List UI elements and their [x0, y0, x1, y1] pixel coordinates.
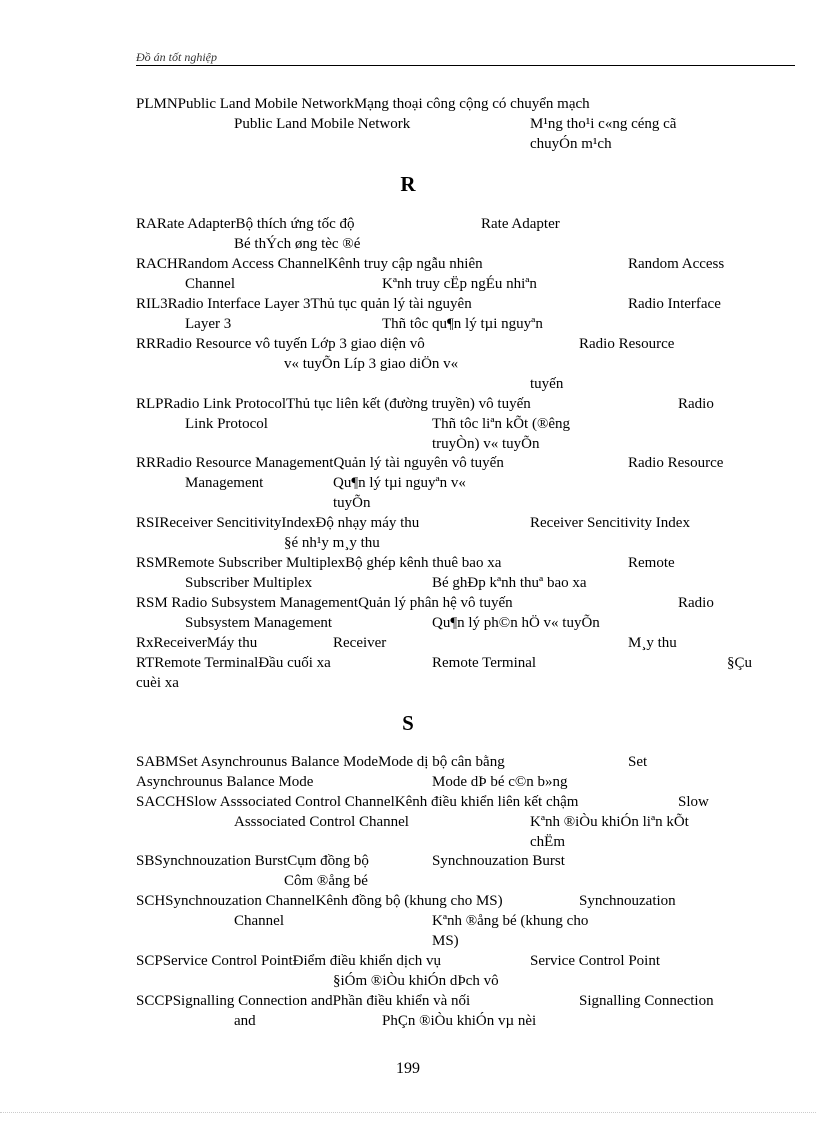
page-edge-divider [0, 1112, 816, 1113]
glossary-translation: M¸y thu [628, 635, 677, 651]
glossary-entry: SACCHSlow Asssociated Control ChannelKênh điều khiển liên kết chậm [136, 794, 579, 810]
glossary-term: Signalling Connection [579, 993, 714, 1009]
glossary-term: Radio Interface [628, 296, 721, 312]
glossary-translation: Qu¶n lý ph©n hÖ v« tuyÕn [432, 615, 600, 631]
glossary-translation: PhÇn ®iÒu khiÓn vµ nèi [382, 1013, 537, 1029]
glossary-translation: MS) [432, 933, 459, 949]
glossary-translation: Côm ®ång bé [284, 873, 368, 889]
glossary-term: Radio Resource [628, 455, 724, 471]
glossary-entry: RIL3Radio Interface Layer 3Thủ tục quản lý tài nguyên [136, 296, 472, 312]
glossary-translation: Bé ghÐp kªnh thuª bao xa [432, 575, 587, 591]
glossary-entry: RTRemote TerminalĐầu cuối xa [136, 655, 331, 671]
header-title: Đồ án tốt nghiệp [136, 50, 217, 64]
glossary-translation: §iÓm ®iÒu khiÓn dÞch vô [333, 973, 499, 989]
glossary-term: Radio Resource [579, 336, 675, 352]
glossary-term: Receiver Sencitivity Index [530, 515, 690, 531]
glossary-entry: SCHSynchnouzation ChannelKênh đồng bộ (khung cho MS) [136, 893, 503, 909]
glossary-translation: Kªnh ®iÒu khiÓn liªn kÕt [530, 814, 689, 830]
glossary-term: Service Control Point [530, 953, 660, 969]
glossary-entry: PLMNPublic Land Mobile NetworkMạng thoại công cộng có chuyển mạch [136, 96, 590, 112]
glossary-term: Rate Adapter [481, 216, 560, 232]
glossary-term: Radio [678, 396, 714, 412]
glossary-entry: SABMSet Asynchrounus Balance ModeMode dị bộ cân bằng [136, 754, 505, 770]
glossary-translation: Kªnh ®ång bé (khung cho [432, 913, 589, 929]
glossary-translation: cuèi xa [136, 675, 179, 691]
glossary-translation: chuyÓn m¹ch [530, 136, 612, 152]
glossary-term: Receiver [333, 635, 387, 651]
glossary-term: Random Access [628, 256, 725, 272]
glossary-term: Asssociated Control Channel [234, 814, 409, 830]
glossary-entry: RSM Radio Subsystem ManagementQuản lý phân hệ vô tuyến [136, 595, 513, 611]
glossary-term: Asynchrounus Balance Mode [136, 774, 314, 790]
glossary-term: Channel [185, 276, 235, 292]
glossary-translation: Bé thÝch øng tèc ®é [234, 236, 361, 252]
glossary-entry: RLPRadio Link ProtocolThủ tục liên kết (đường truyền) vô tuyến [136, 396, 531, 412]
glossary-entry: RRRadio Resource ManagementQuản lý tài nguyên vô tuyến [136, 455, 504, 471]
glossary-term: Channel [234, 913, 284, 929]
glossary-translation: tuyến [530, 376, 564, 392]
glossary-term: Link Protocol [185, 416, 268, 432]
glossary-translation: truyÒn) v« tuyÕn [432, 436, 540, 452]
glossary-translation: chËm [530, 834, 565, 850]
glossary-entry: RSMRemote Subscriber MultiplexBộ ghép kênh thuê bao xa [136, 555, 502, 571]
page-number: 199 [396, 1060, 420, 1077]
glossary-term: Management [185, 475, 264, 491]
glossary-term: Synchnouzation Burst [432, 853, 565, 869]
glossary-term: Public Land Mobile Network [234, 116, 411, 132]
glossary-term: Remote Terminal [432, 655, 537, 671]
glossary-translation: Kªnh truy cËp ngÉu nhiªn [382, 276, 537, 292]
glossary-entry: SBSynchnouzation BurstCụm đồng bộ [136, 853, 369, 869]
glossary-entry: RARate AdapterBộ thích ứng tốc độ [136, 216, 355, 232]
glossary-entry: RACHRandom Access ChannelKênh truy cập ngẫu nhiên [136, 256, 483, 272]
glossary-translation: Mode dÞ bé c©n b»ng [432, 774, 568, 790]
glossary-translation: Thñ tôc liªn kÕt (®êng [432, 416, 571, 432]
glossary-translation: Qu¶n lý tµi nguyªn v« [333, 475, 466, 491]
glossary-term: Radio [678, 595, 714, 611]
glossary-entry: SCPService Control PointĐiểm điều khiển dịch vụ [136, 953, 441, 969]
glossary-term: Subscriber Multiplex [185, 575, 313, 591]
glossary-term: Slow [678, 794, 709, 810]
glossary-translation: Thñ tôc qu¶n lý tµi nguyªn [382, 316, 543, 332]
section-heading-s: S [402, 711, 414, 735]
glossary-translation: §é nh¹y m¸y thu [284, 535, 380, 551]
glossary-translation: M¹ng tho¹i c«ng céng cã [530, 116, 677, 132]
glossary-term: and [234, 1013, 256, 1029]
glossary-term: Synchnouzation [579, 893, 676, 909]
glossary-entry: RSIReceiver SencitivityIndexĐộ nhạy máy thu [136, 515, 420, 531]
glossary-term: Subsystem Management [185, 615, 333, 631]
glossary-term: Set [628, 754, 648, 770]
glossary-entry: SCCPSignalling Connection andPhần điều khiển và nối [136, 993, 471, 1009]
glossary-entry: RxReceiverMáy thu [136, 635, 258, 651]
glossary-translation: §Çu [727, 655, 753, 671]
section-heading-r: R [400, 172, 416, 196]
glossary-term: Layer 3 [185, 316, 232, 332]
glossary-translation: v« tuyÕn Líp 3 giao diÖn v« [284, 356, 459, 372]
glossary-translation: tuyÕn [333, 495, 371, 511]
glossary-term: Remote [628, 555, 675, 571]
glossary-entry: RRRadio Resource vô tuyến Lớp 3 giao diện vô [136, 336, 425, 352]
